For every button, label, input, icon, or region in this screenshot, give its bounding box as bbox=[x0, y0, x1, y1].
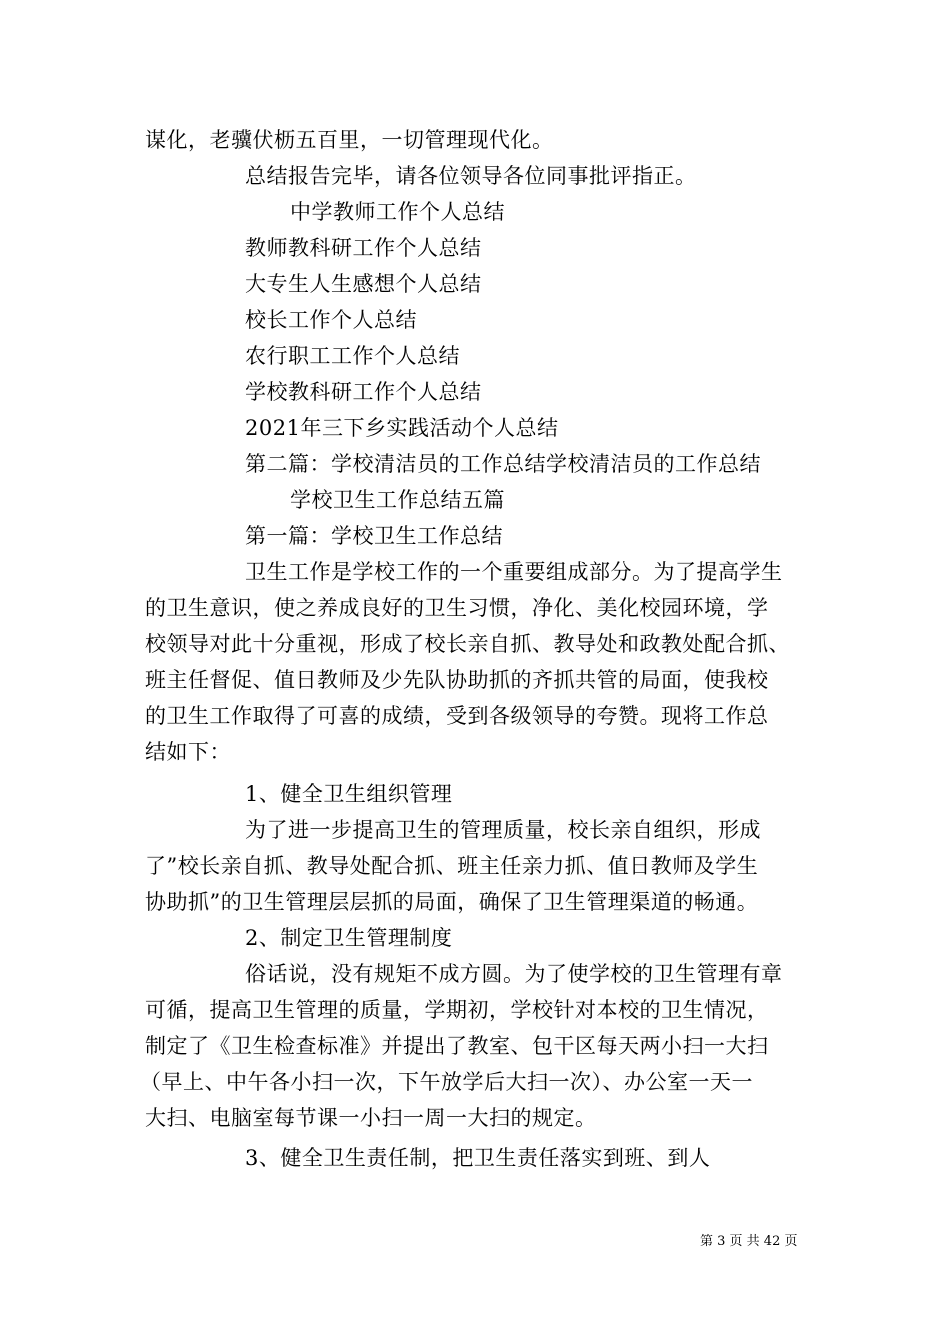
text-line: 的卫生意识，使之养成良好的卫生习惯，净化、美化校园环境，学 bbox=[145, 596, 769, 620]
text-line: 卫生工作是学校工作的一个重要组成部分。为了提高学生 bbox=[245, 560, 783, 584]
text-line: 的卫生工作取得了可喜的成绩，受到各级领导的夸赞。现将工作总 bbox=[145, 704, 769, 728]
text-line: 3、健全卫生责任制，把卫生责任落实到班、到人 bbox=[245, 1146, 711, 1170]
text-line: 制定了《卫生检查标准》并提出了教室、包干区每天两小扫一大扫 bbox=[145, 1034, 769, 1058]
text-line: 协助抓”的卫生管理层层抓的局面，确保了卫生管理渠道的畅通。 bbox=[145, 890, 759, 914]
text-line: 中学教师工作个人总结 bbox=[290, 200, 505, 224]
text-line: 2021年三下乡实践活动个人总结 bbox=[245, 416, 559, 440]
text-line: 了”校长亲自抓、教导处配合抓、班主任亲力抓、值日教师及学生 bbox=[145, 854, 759, 878]
text-line: 为了进一步提高卫生的管理质量，校长亲自组织，形成 bbox=[245, 818, 761, 842]
text-line: 学校教科研工作个人总结 bbox=[245, 380, 482, 404]
text-line: 1、健全卫生组织管理 bbox=[245, 782, 453, 806]
text-line: 谋化，老骥伏枥五百里，一切管理现代化。 bbox=[145, 128, 554, 152]
text-line: 农行职工工作个人总结 bbox=[245, 344, 460, 368]
text-line: 校领导对此十分重视，形成了校长亲自抓、教导处和政教处配合抓、 bbox=[145, 632, 790, 656]
text-line: 大专生人生感想个人总结 bbox=[245, 272, 482, 296]
text-line: 校长工作个人总结 bbox=[245, 308, 417, 332]
text-line: 结如下： bbox=[145, 740, 231, 764]
text-line: 可循，提高卫生管理的质量，学期初，学校针对本校的卫生情况， bbox=[145, 998, 769, 1022]
text-line: 2、制定卫生管理制度 bbox=[245, 926, 453, 950]
text-line: 第二篇：学校清洁员的工作总结学校清洁员的工作总结 bbox=[245, 452, 761, 476]
page-number: 第 3 页 共 42 页 bbox=[700, 1234, 798, 1249]
text-line: 大扫、电脑室每节课一小扫一周一大扫的规定。 bbox=[145, 1106, 597, 1130]
text-line: 班主任督促、值日教师及少先队协助抓的齐抓共管的局面，使我校 bbox=[145, 668, 769, 692]
text-line: （早上、中午各小扫一次，下午放学后大扫一次）、办公室一天一 bbox=[140, 1070, 753, 1094]
text-line: 俗话说，没有规矩不成方圆。为了使学校的卫生管理有章 bbox=[245, 962, 783, 986]
text-line: 学校卫生工作总结五篇 bbox=[290, 488, 505, 512]
text-line: 总结报告完毕，请各位领导各位同事批评指正。 bbox=[245, 164, 697, 188]
text-line: 教师教科研工作个人总结 bbox=[245, 236, 482, 260]
text-line: 第一篇：学校卫生工作总结 bbox=[245, 524, 503, 548]
